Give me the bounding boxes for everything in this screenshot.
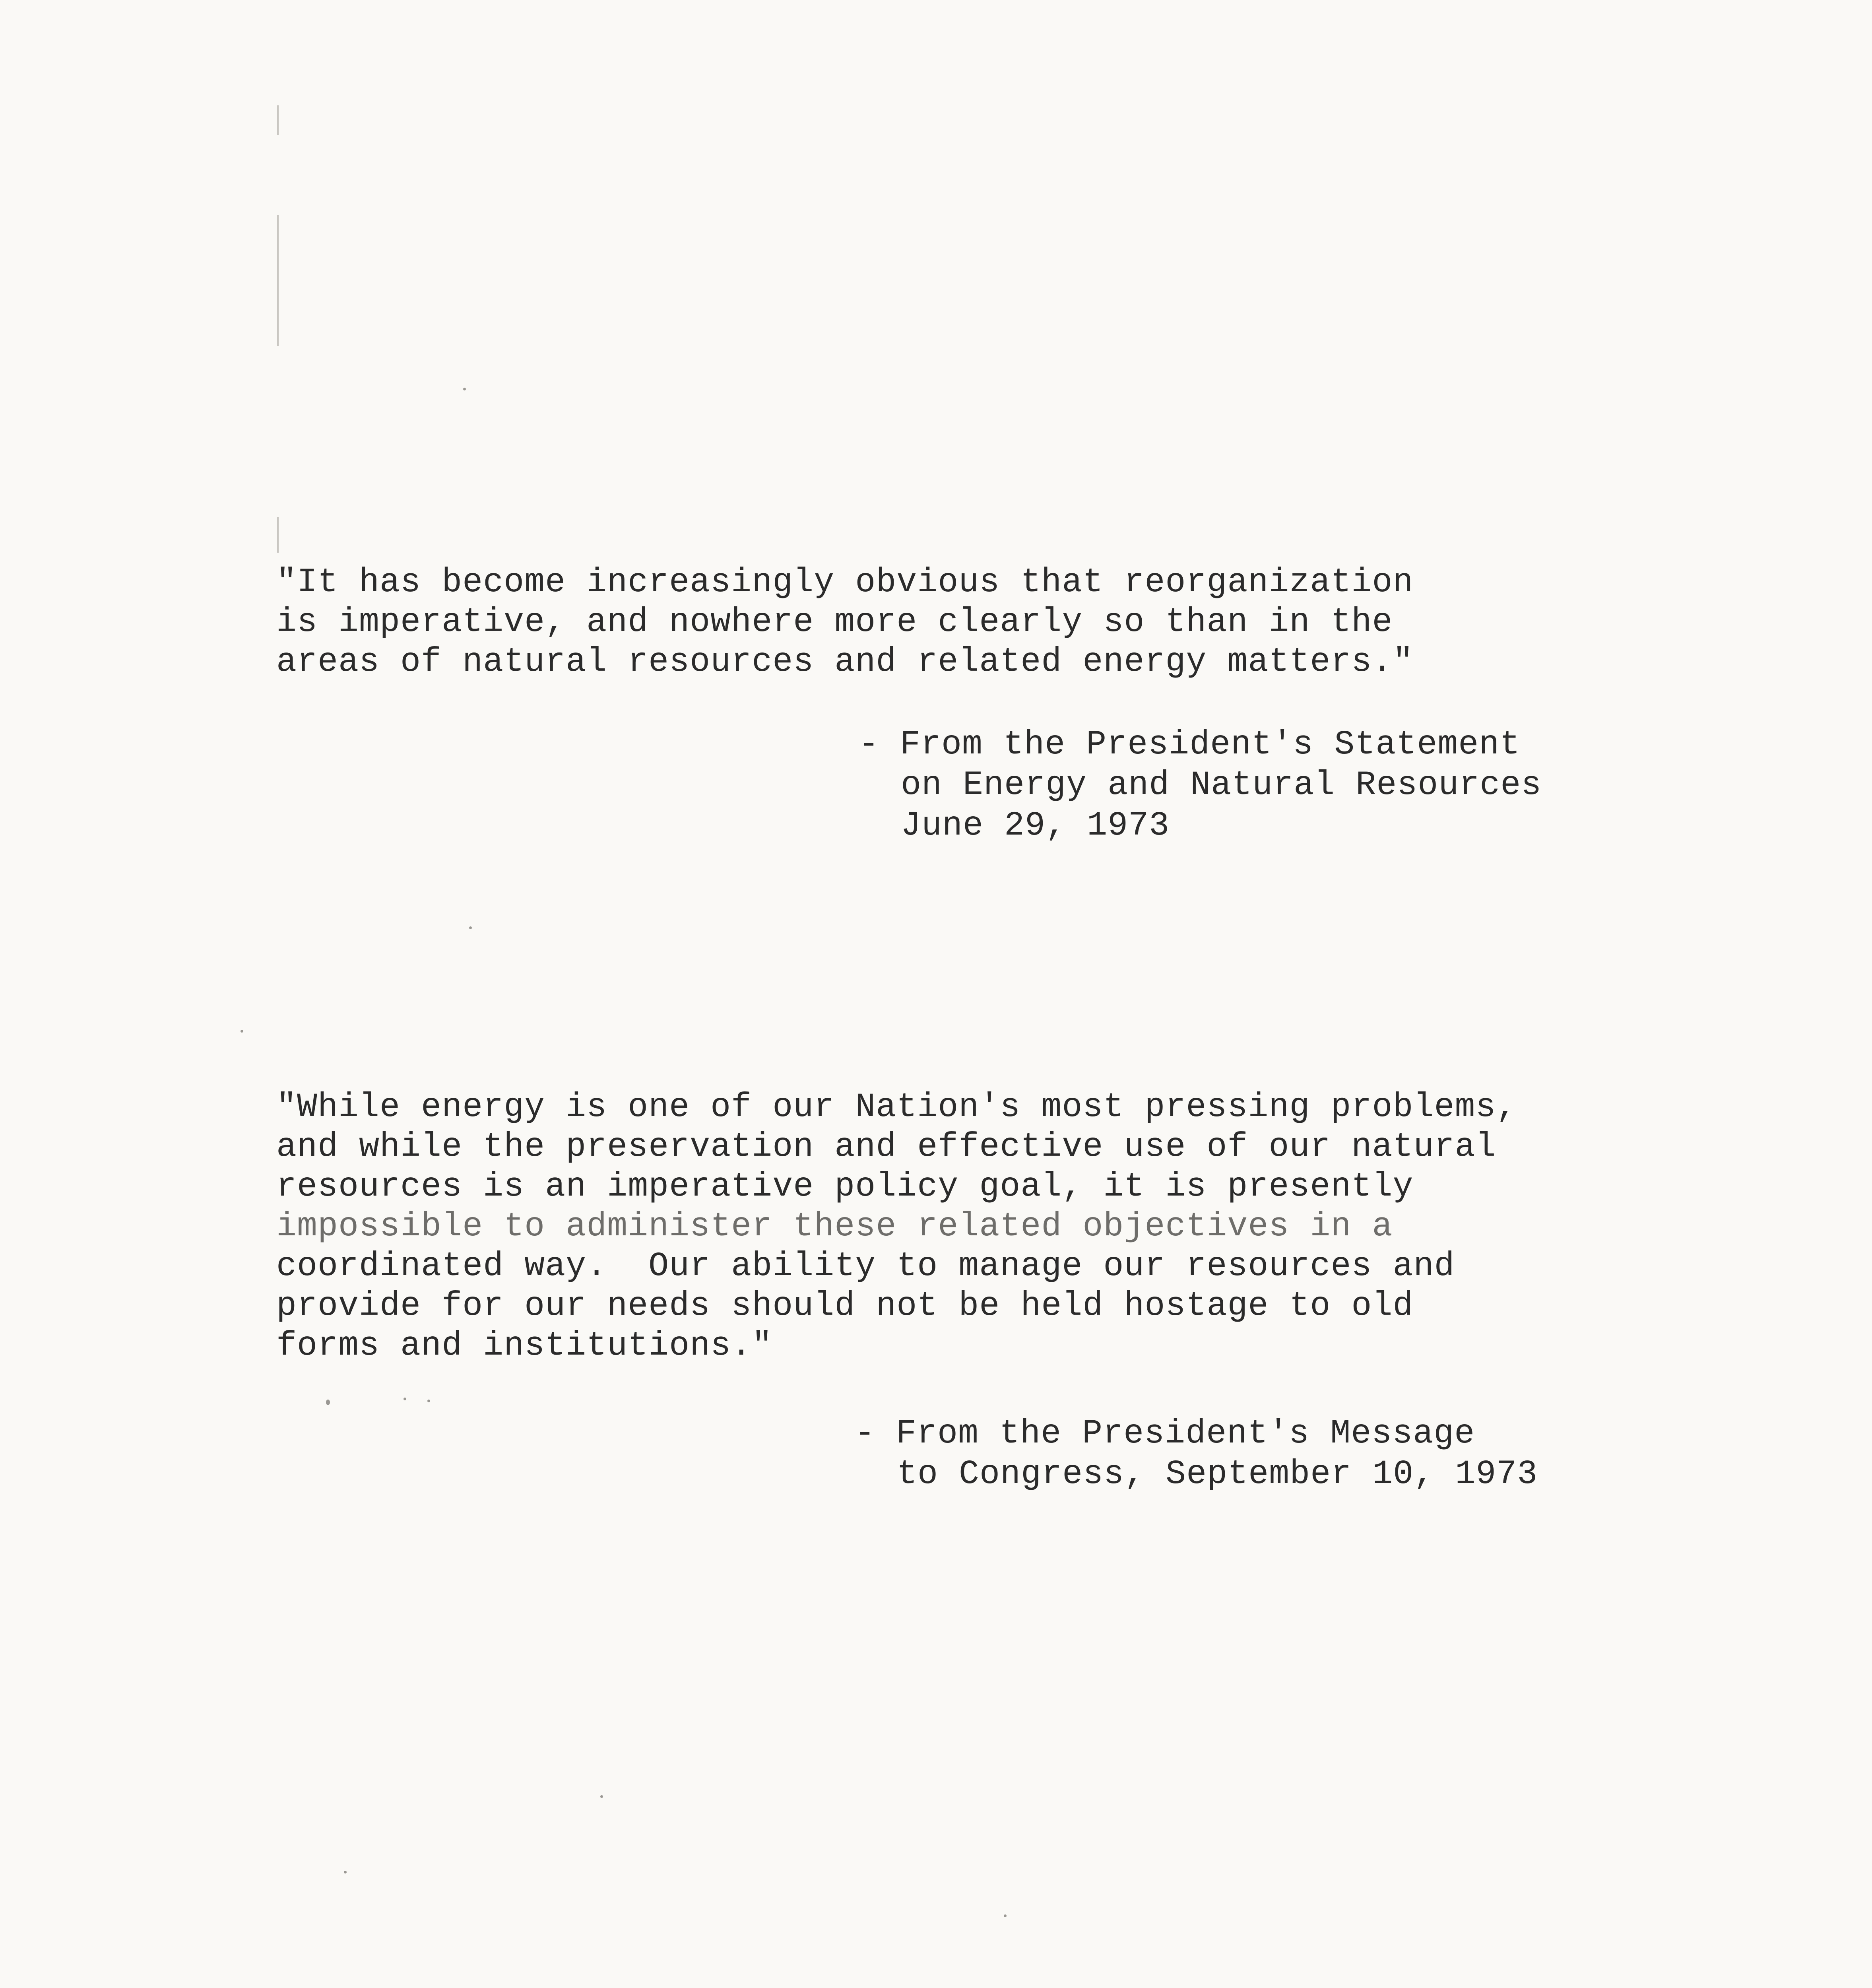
quote-block-1 (276, 563, 1747, 682)
quote-line: areas of natural resources and related energy matters." (276, 643, 1414, 681)
attribution-line: - From the President's Statement (859, 725, 1521, 764)
quote-line: provide for our needs should not be held hostage to old (276, 1287, 1414, 1325)
quote-line: "It has become increasingly obvious that reorganization (276, 563, 1414, 602)
attribution-line: - From the President's Message (855, 1414, 1475, 1453)
quote-block-2 (276, 1087, 1747, 1366)
quote-line: impossible to administer these related objectives in a (276, 1207, 1393, 1246)
quote-line: coordinated way. Our ability to manage our resources and (276, 1247, 1455, 1285)
attribution-line: to Congress, September 10, 1973 (897, 1455, 1538, 1493)
paper-speck (463, 388, 466, 390)
paper-speck (1004, 1914, 1007, 1917)
quote-line: and while the preservation and effective use of our natural (276, 1128, 1496, 1166)
paper-speck (600, 1795, 603, 1798)
quote-line: "While energy is one of our Nation's most pressing problems, (276, 1088, 1517, 1126)
attribution-2 (855, 1413, 1610, 1495)
quote-line: resources is an imperative policy goal, it is presently (276, 1167, 1414, 1206)
paper-speck (344, 1871, 347, 1873)
attribution-line: on Energy and Natural Resources (901, 766, 1542, 804)
margin-mark (277, 215, 279, 346)
quote-line: is imperative, and nowhere more clearly so than in the (276, 603, 1393, 641)
attribution-1 (859, 724, 1614, 846)
attribution-line: June 29, 1973 (901, 806, 1170, 845)
paper-speck (403, 1398, 406, 1400)
paper-speck (469, 926, 472, 929)
margin-mark (277, 517, 279, 553)
paper-speck (326, 1400, 330, 1405)
paper-speck (241, 1030, 243, 1033)
margin-mark (277, 105, 279, 135)
quote-line: forms and institutions." (276, 1326, 773, 1365)
paper-speck (427, 1400, 430, 1402)
